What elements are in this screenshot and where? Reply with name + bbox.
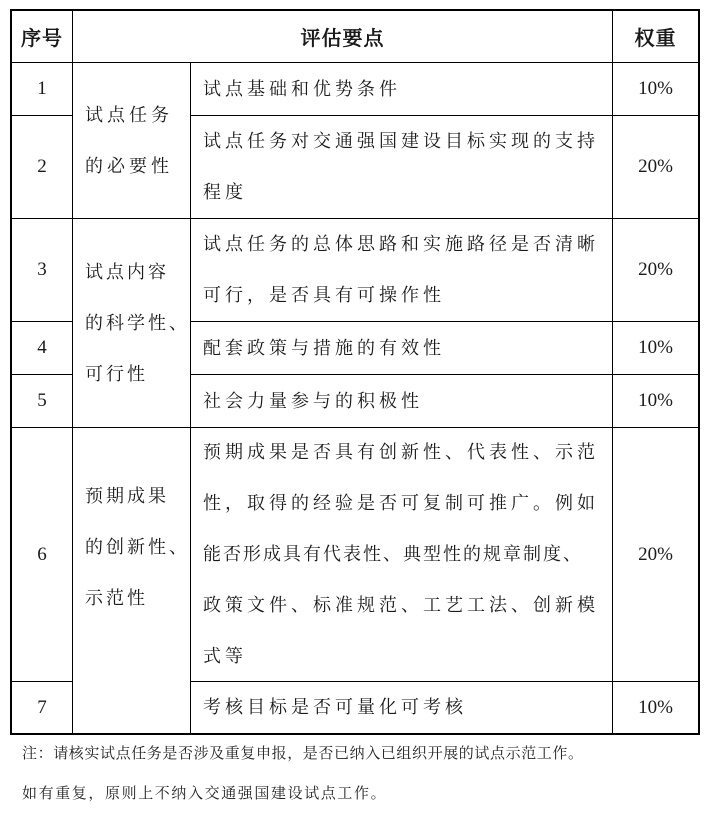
point-text xyxy=(191,219,612,321)
category-feasibility xyxy=(73,219,190,427)
evaluation-table xyxy=(10,9,700,735)
point-text xyxy=(191,375,612,427)
category-innovation xyxy=(73,428,190,666)
category-line: 试点内容 xyxy=(85,261,169,283)
row-index: 5 xyxy=(37,390,47,411)
point-line: 式等 xyxy=(203,646,247,667)
category-line: 可行性 xyxy=(85,363,148,385)
point-line: 可行，是否具有可操作性 xyxy=(203,285,445,306)
row-index: 7 xyxy=(37,696,47,718)
row-weight: 10% xyxy=(638,390,673,411)
point-line: 程度 xyxy=(203,182,247,203)
row-weight: 10% xyxy=(638,696,673,718)
row-index: 3 xyxy=(37,259,47,280)
row-index: 4 xyxy=(37,337,47,358)
point-text xyxy=(191,322,612,374)
row-index: 2 xyxy=(37,156,47,177)
point-line: 能否形成具有代表性、典型性的规章制度、 xyxy=(203,544,583,565)
point-line: 社会力量参与的积极性 xyxy=(203,390,423,412)
point-text xyxy=(191,116,612,218)
header-points: 评估要点 xyxy=(300,26,385,50)
row-weight: 20% xyxy=(638,543,673,565)
row-weight: 10% xyxy=(638,78,673,99)
point-line: 试点基础和优势条件 xyxy=(203,78,401,100)
row-index: 6 xyxy=(37,543,47,565)
category-line: 的必要性 xyxy=(85,155,173,177)
category-line: 示范性 xyxy=(85,587,148,609)
category-necessity xyxy=(73,63,190,218)
point-line: 性，取得的经验是否可复制可推广。例如 xyxy=(203,493,599,514)
row-weight: 20% xyxy=(638,259,673,280)
point-line: 试点任务对交通强国建设目标实现的支持 xyxy=(203,131,599,152)
point-line: 政策文件、标准规范、工艺工法、创新模 xyxy=(203,595,599,616)
category-line: 的创新性、 xyxy=(85,536,190,558)
category-line: 预期成果 xyxy=(85,485,169,507)
row-weight: 20% xyxy=(638,156,673,177)
point-text xyxy=(191,428,612,681)
point-line: 配套政策与措施的有效性 xyxy=(203,337,445,359)
category-line: 试点任务 xyxy=(85,104,173,126)
header-weight: 权重 xyxy=(634,26,677,50)
header-index: 序号 xyxy=(21,26,63,50)
point-line: 试点任务的总体思路和实施路径是否清晰 xyxy=(203,234,599,255)
point-line: 考核目标是否可量化可考核 xyxy=(203,697,467,718)
point-text xyxy=(191,682,612,733)
point-line: 预期成果是否具有创新性、代表性、示范 xyxy=(203,442,599,463)
row-weight: 10% xyxy=(638,337,673,358)
point-text xyxy=(191,63,612,115)
footnote-line-2: 如有重复，原则上不纳入交通强国建设试点工作。 xyxy=(22,784,388,802)
category-line: 的科学性、 xyxy=(85,312,190,334)
row-index: 1 xyxy=(37,78,47,99)
footnote-line-1: 注：请核实试点任务是否涉及重复申报，是否已纳入已组织开展的试点示范工作。 xyxy=(22,744,584,762)
